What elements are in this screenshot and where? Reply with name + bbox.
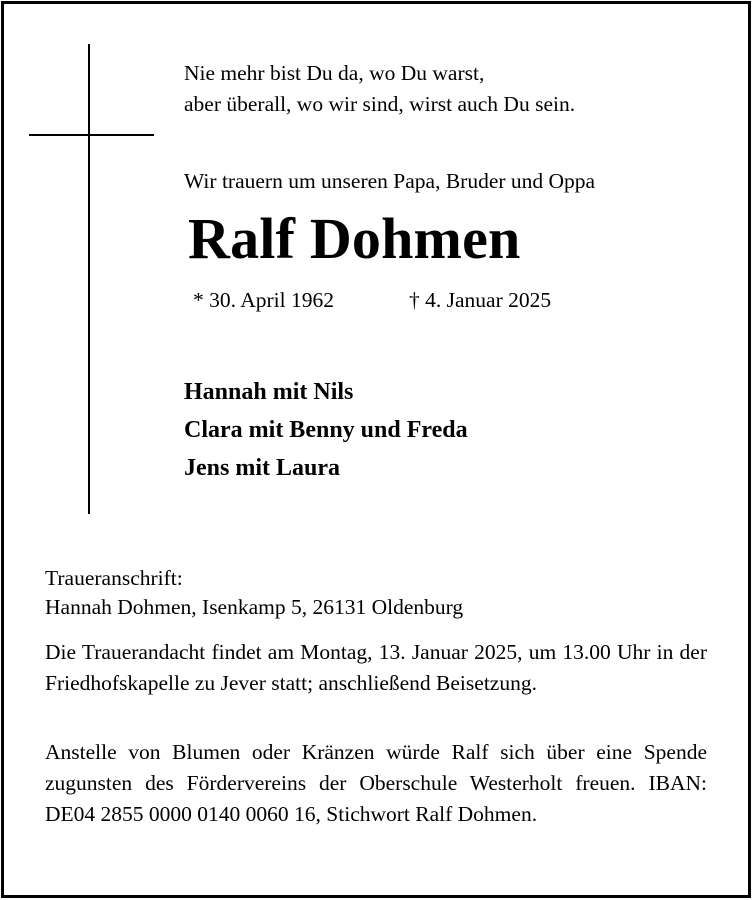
family-list <box>184 373 468 487</box>
birth-date: * 30. April 1962 <box>193 288 334 312</box>
mourning-line: Wir trauern um unseren Papa, Bruder und Oppa <box>184 169 596 193</box>
deceased-name: Ralf Dohmen <box>188 206 521 271</box>
family-member-line: Hannah mit Nils <box>184 379 354 405</box>
address-value: Hannah Dohmen, Isenkamp 5, 26131 Oldenburg <box>45 595 464 619</box>
verse-line-1: Nie mehr bist Du da, wo Du warst, <box>184 61 485 85</box>
cross-horizontal-bar <box>29 134 154 136</box>
death-date: † 4. Januar 2025 <box>409 288 552 312</box>
address-label: Traueranschrift: <box>45 566 183 590</box>
service-paragraph: Die Trauerandacht findet am Montag, 13. Januar 2025, um 13.00 Uhr in der Friedhofskapelle zu Jever statt; anschließend Beisetzung. <box>45 640 707 695</box>
family-member-line: Jens mit Laura <box>184 455 340 481</box>
cross-vertical-bar <box>88 44 90 514</box>
memorial-verse <box>184 58 575 120</box>
verse-line-2: aber überall, wo wir sind, wirst auch Du sein. <box>184 92 576 116</box>
donation-paragraph: Anstelle von Blumen oder Kränzen würde Ralf sich über eine Spende zugunsten des Fördervereins der Oberschule Westerholt freuen. IBAN: DE04 2855 0000 0140 0060 16, Stichwort Ralf Dohmen. <box>45 740 707 826</box>
family-member-line: Clara mit Benny und Freda <box>184 417 468 443</box>
